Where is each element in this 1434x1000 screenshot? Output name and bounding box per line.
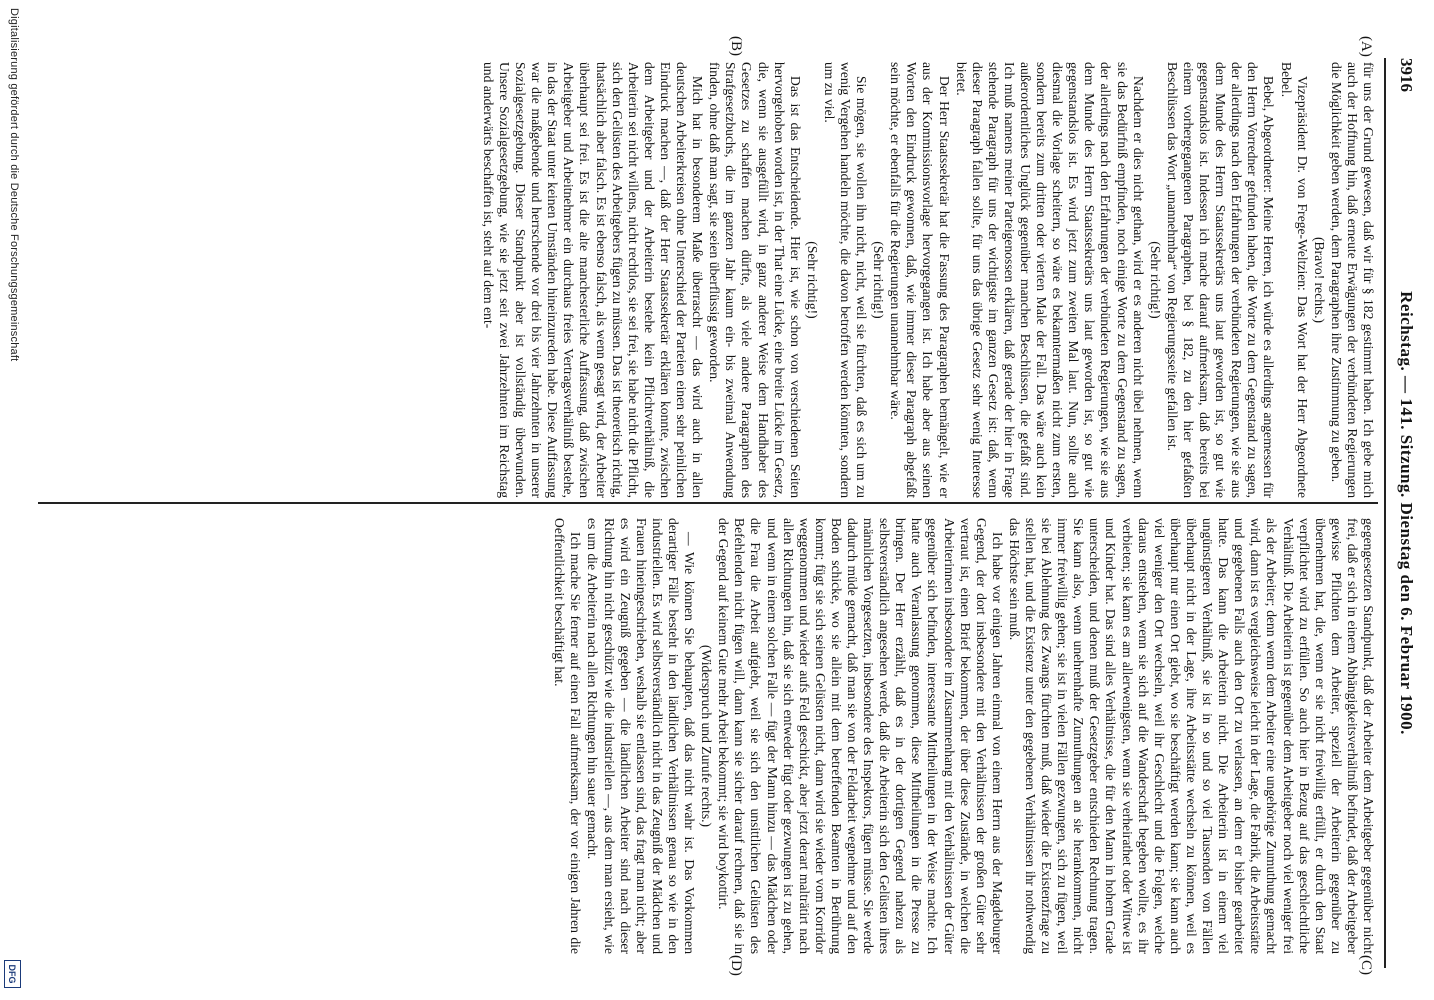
margin-marker-d: (D) xyxy=(728,955,744,976)
paragraph: gegengesetzten Standpunkt, daß der Arbeiter dem Arbeitgeber gegenüber nicht frei, daß er sich in einem Abhängigkeitsverhältniß befindet, daß der Arbeitgeber gewisse Pflichten dem Arbeiter, speziell der Arbeiterin gegenüber zu übernehmen hat, die, wenn er sie nicht freiwillig erfüllt, er durch den Staat verpflichtet wird zu erfüllen. So auch hier in Bezug auf das geschlechtliche Verhältniß. Die Arbeiterin ist gegenüber dem Arbeitgeber noch viel weniger frei als der Arbeiter; denn wenn dem Arbeiter eine ungehörige Zumuthung gemacht wird, dann ist es vergleichsweise leicht in der Lage, die Fabrik, die Arbeitsstätte und gegebenen Falls auch den Ort zu verlassen, an dem er bisher gearbeitet hatte. Das kann die Arbeiterin nicht. Die Arbeiterin ist in einem viel ungünstigeren Verhältniß, sie ist in so und so viel Tausenden von Fällen überhaupt nicht in der Lage, ihre Arbeitsstätte wechseln zu können, weil es überhaupt nur einen Ort giebt, wo sie beschäftigt werden kann; sie kann auch viel weniger den Ort wechseln, weil ihr Geschlecht und die Folgen, welche daraus entstehen, wenn sie sich auf die Wanderschaft begeben wollte, es ihr verbieten; sie kann es am allerwenigsten, wenn sie verheirathet oder Wittwe ist und Kinder hat. Das sind alles Verhältnisse, die für den Mann in hohem Grade unterscheiden, und denen muß der Gesetzgeber entschieden Rechnung tragen. Sie kann also, wenn unehrenhafte Zumuthungen an sie herankommen, nicht immer freiwillig gehen; sie ist in vielen Fällen gezwungen, sich zu fügen, weil sie bei Ablehnung des Zwangs fürchten muß, daß wieder die Existenzfrage zu stellen hat, und die Existenz unter den gegebenen Verhältnissen ihr nothwendig das Höchste sein muß. xyxy=(1006,518,1376,954)
interjection: (Bravo! rechts.) xyxy=(1311,236,1327,324)
paragraph: Bebel, Abgeordneter: Meine Herren, ich würde es allerdings angemessen für den Herrn Vorredner gefunden haben, die Worte zu dem Gegenstand zu sagen, der allerdings nach den Erfahrungen der verbündeten Regierungen, wie sie aus dem Munde des Herrn Staatssekretärs uns laut geworden ist, so gut wie gegenstandslos ist. Indessen ich mache darauf aufmerksam, daß bereits bei einem vorhergegangenen Paragraphen, bei § 182, zu den hier gefaßten Beschlüssen das Wort „unannehmbar“ von Regierungsseite gefallen ist. xyxy=(1164,62,1277,498)
interjection: (Sehr richtig!) xyxy=(804,241,820,319)
paragraph: für uns der Grund gewesen, daß wir für § 182 gestimmt haben. Ich gebe mich auch der Hoffnung hin, daß erneute Erwägungen der verbündeten Regierungen die Möglichkeit geben werden, dem Paragraphen ihre Zustimmung zu geben. xyxy=(1328,62,1376,498)
margin-marker-b: (B) xyxy=(728,36,744,56)
page-header xyxy=(1390,58,1416,968)
paragraph: Ich habe vor einigen Jahren einmal von einem Herrn aus der Magdeburger Gegend, der dort insbesondere mit den Verhältnissen der großen Güter sehr vertraut ist, einen Brief bekommen, der über diese Zustände, in welchen die Arbeiterinnen insbesondere im Zusammenhang mit den Verhältnissen der Güter gegenüber sich befinden, interessante Mittheilungen in der Weise machte. Ich hatte auch Veranlassung genommen, diese Mittheilungen in die Presse zu bringen. Der Herr erzählt, daß es in der dortigen Gegend nahezu als selbstverständlich angesehen werde, daß die Arbeiterin sich den Gelüsten ihres männlichen Vorgesetzten, insbesondere des Inspektors, fügen müsse. Sie werde dadurch müde gemacht, daß man sie von der Feldarbeit wegnehme und auf den Boden schicke, wo sie allein mit dem betreffenden Beamten in Berührung kommt; fügt sie sich seinen Gelüsten nicht, dann wird sie wieder vom Korridor weggenommen und wieder aufs Feld geschickt, aber jetzt derart malträtirt nach allen Richtungen hin, daß sie sich entweder fügt oder gezwungen ist zu gehen, und wenn in einem solchen Falle — fügt der Mann hinzu — das Mädchen oder die Frau die Arbeit aufgiebt, weil sie sich den unsittlichen Gelüsten des Befehlenden nicht fügen will, dann kann sie sicher darauf rechnen, daß sie in der Gegend auf keinem Gute mehr Arbeit bekommt; sie wird boykottirt. xyxy=(716,518,1005,954)
paragraph: Mich hat in besonderem Maße überrascht — das wird auch in allen deutschen Arbeiterkreisen ohne Unterschied der Parteien einen sehr peinlichen Eindruck machen —, daß der Herr Staatssekretär erklären konnte, zwischen dem Arbeitgeber und der Arbeiterin bestehe kein Pflichtverhältniß, die Arbeiterin sei nicht willens, nicht rechtlos, sie sei frei, sie habe nicht die Pflicht, sich den Gelüsten des Arbeitgebers fügen zu müssen. Das ist theoretisch richtig, thatsächlich aber falsch. Es ist ebenso falsch, als wenn gesagt wird, der Arbeiter überhaupt sei frei. Es ist die alte manchesterliche Auffassung, daß zwischen Arbeitgeber und Arbeitnehmer ein durchaus freies Vertragsverhältniß bestehe, in das der Staat unter keinen Umständen hineinzureden habe. Diese Auffassung war die maßgebende und herrschende vor drei bis vier Jahrzehnten in unserer Sozialgesetzgebung. Dieser Standpunkt aber ist vollständig überwunden. Unsere Sozialgesetzgebung, wie sie jetzt seit zwei Jahrzehnten im Reichstag und anderwärts beschaffen ist, steht auf dem ent- xyxy=(480,62,706,498)
paragraph: Der Herr Staatssekretär hat die Fassung des Paragraphen bemängelt, wie er aus der Kommissionsvorlage hervorgegangen ist. Ich habe aber aus seinen Worten den Eindruck gewonnen, daß, wie immer dieser Paragraph abgefaßt sein möchte, er ebenfalls für die Regierungen unannehmbar wäre. xyxy=(888,62,952,498)
interjection: (Sehr richtig!) xyxy=(1147,241,1163,319)
margin-marker-a: (A) xyxy=(1358,36,1374,57)
page-footer xyxy=(4,6,20,996)
running-head: Reichstag. — 141. Sitzung. Dienstag den 6. Februar 1900. xyxy=(1397,291,1416,735)
dfg-logo: DFG xyxy=(4,960,21,988)
page-number: 3916 xyxy=(1397,58,1416,92)
paragraph: — Wie können Sie behaupten, daß das nicht wahr ist. Das Vorkommen derartiger Fälle besteht in den ländlichen Verhältnissen genau so wie in den industriellen. Es wird selbstverständlich nicht in das Zeugniß der Mädchen und Frauen hineingeschrieben, weshalb sie entlassen sind, das fragt man nicht; aber es wird ein Zeugniß gegeben — die ländlichen Arbeiter sind nach dieser Richtung hin nicht geschützt wie die industriellen —, aus dem man ersieht, wie es um die Arbeiterin nach allen Richtungen hin sauer gemacht. xyxy=(585,518,698,954)
right-text-column xyxy=(44,518,1376,954)
paragraph: Sie mögen, sie wollen ihn nicht, nicht, weil sie fürchten, daß es sich um zu wenig Vergehen handeln möchte, die davon betroffen werden könnten, sondern um zu viel. xyxy=(821,62,870,498)
paragraph: Das ist das Entscheidende. Hier ist, wie schon von verschiedenen Seiten hervorgehoben worden ist, in der That eine Lücke, eine breite Lücke im Gesetz, die, wenn sie ausgefüllt wird, in ganz anderer Weise dem Handhaber des Gesetzes zu schaffen machen dürfte, als viele andere Paragraphen des Strafgesetzbuchs, die im ganzen Jahr kaum ein- bis zweimal Anwendung finden, ohne daß man sagt, sie seien überflüssig geworden. xyxy=(707,62,803,498)
funding-note: Digitalisierung gefördert durch die Deutsche Forschungsgemeinschaft xyxy=(8,8,20,362)
interjection: (Sehr richtig!) xyxy=(871,241,887,319)
margin-marker-c: (C) xyxy=(1358,955,1374,975)
paragraph: Vizepräsident Dr. von Frege-Weltzien: Das Wort hat der Herr Abgeordnete Bebel. xyxy=(1278,62,1310,498)
header-rule xyxy=(1384,58,1386,968)
paragraph: Ich mache Sie ferner auf einen Fall aufmerksam, der vor einigen Jahren die Oeffentlichkeit beschäftigt hat. xyxy=(552,518,584,954)
left-text-column xyxy=(44,62,1376,498)
paragraph: Nachdem er dies nicht gethan, wird er es anderen nicht übel nehmen, wenn sie das Bedürfniß empfinden, noch einige Worte zu dem Gegenstand zu sagen, der allerdings nach den Erfahrungen der verbündeten Regierungen, wie sie aus dem Munde des Herrn Staatssekretärs uns laut geworden ist, so gut wie gegenstandslos ist. Es wird jetzt zum zweiten Mal laut. Nun, sollte auch diesmal die Vorlage scheitern, so wäre es bekanntermaßen nicht zum ersten, sondern bereits zum dritten oder vierten Male der Fall. Das wäre auch kein außerordentliches Unglück gegenüber manchen Beschlüssen, die gefaßt sind. Ich muß namens meiner Parteigenossen erklären, daß gerade der hier in Frage stehende Paragraph für uns der wichtigste im ganzen Gesetz ist: daß, wenn dieser Paragraph fallen sollte, für uns das übrige Gesetz sehr wenig Interesse bietet. xyxy=(953,62,1146,498)
interjection: (Widerspruch und Zurufe rechts.) xyxy=(699,644,715,828)
column-divider xyxy=(38,502,1378,504)
